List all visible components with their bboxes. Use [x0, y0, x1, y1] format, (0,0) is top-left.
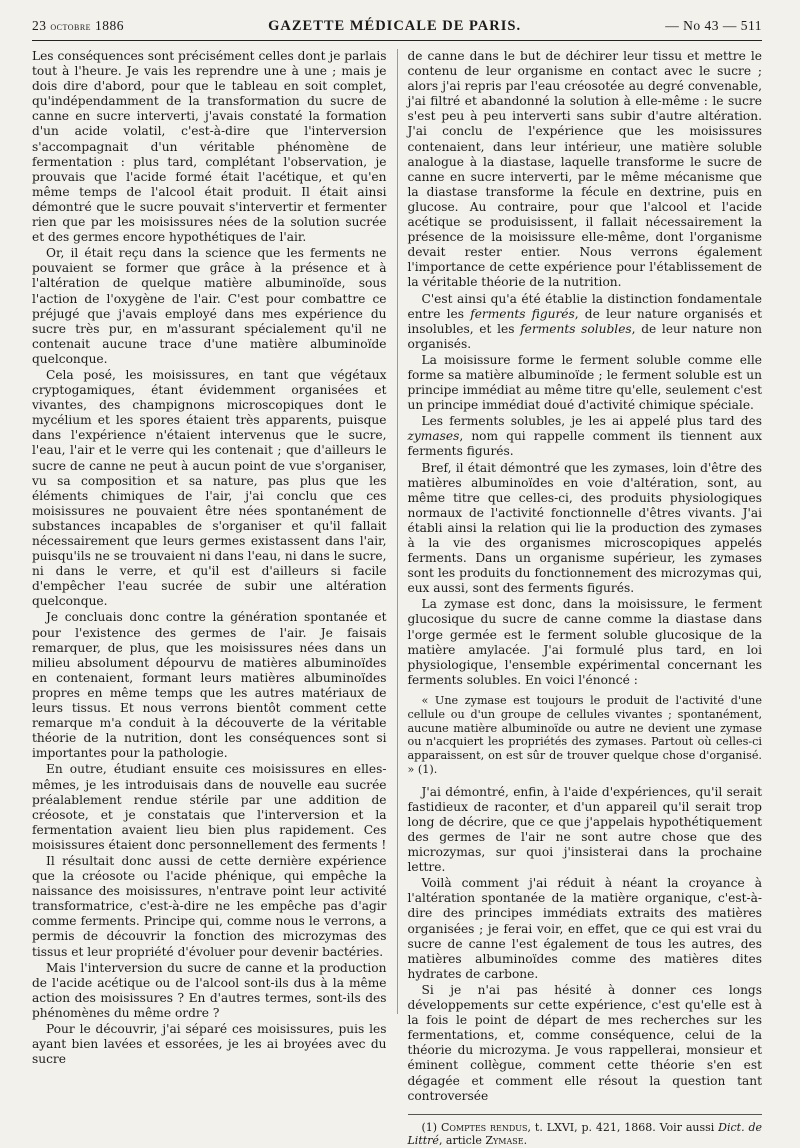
- footnote-divider: [408, 1114, 763, 1115]
- paragraph: de canne dans le but de déchirer leur tissu et mettre le contenu de leur organisme en contact avec le sucre ; alors j'ai repris par l'eau créosotée au degré convenable, j'ai filtré et abandonné la solution à elle-même : le sucre s'est peu à peu interverti sans subir d'autre altération. J'ai conclu de l'expérience que les moisissures contenaient, dans leur intérieur, une matière soluble analogue à la diastase, laquelle transforme le sucre de canne en sucre interverti, par le même mécanisme que la diastase transforme la fécule en dextrine, puis en glucose. Au contraire, pour que l'alcool et l'acide acétique se produisissent, il fallait nécessairement la présence de la moisissure elle-même, dont l'organisme devait rester entier. Nous verrons également l'importance de cette expérience pour l'établissement de la véritable théorie de la nutrition.: [407, 49, 762, 290]
- right-column: [397, 49, 763, 1148]
- paragraph: Pour le découvrir, j'ai séparé ces moisissures, puis les ayant bien lavées et essorées, je les ai broyées avec du sucre: [32, 1022, 387, 1067]
- left-column: [32, 49, 397, 1067]
- paragraph: En outre, étudiant ensuite ces moisissures en elles-mêmes, je les introduisais dans de nouvelle eau sucrée préalablement rendue stérile par une addition de créosote, et je constatais que l'interversion et la fermentation avaient lieu bien plus rapidement. Ces moisissures étaient donc personnellement des ferments !: [32, 762, 387, 852]
- italic-term: ferments figurés: [470, 306, 575, 321]
- text-run: , nom qui rappelle comment ils tiennent aux ferments figurés.: [407, 429, 762, 459]
- text-run: , article: [438, 1134, 486, 1148]
- text-run: , t. LXVI, p. 421, 1868. Voir aussi: [527, 1120, 719, 1134]
- paragraph: Mais l'interversion du sucre de canne et la production de l'acide acétique ou de l'alcool sont-ils dus à la même action des moisissures ? En d'autres termes, sont-ils des phénomènes du même ordre ?: [32, 960, 387, 1020]
- paragraph: La moisissure forme le ferment soluble comme elle forme sa matière albuminoïde ; le ferment soluble est un principe immédiat au même titre qu'elle, seulement c'est un principe immédiat doué d'activité chimique spéciale.: [407, 352, 762, 413]
- paragraph: [408, 292, 763, 352]
- small-caps-run: Zymase: [485, 1134, 524, 1148]
- text-run: C'est ainsi qu'a été établie la distinction fondamentale entre les: [407, 291, 762, 321]
- italic-term: ferments solubles: [520, 321, 632, 336]
- text-run: , de leur nature organisés et insolubles, et les: [407, 306, 762, 336]
- text-run: (1): [421, 1120, 441, 1134]
- paragraph: Si je n'ai pas hésité à donner ces longs développements sur cette expérience, c'est qu'elle est à la fois le point de départ de mes recherches sur les fermentations, et, comme conséquence, celui de la théorie du microzyma. Je vous rappellerai, monsieur et éminent collègue, comment cette théorie s'en est dégagée et comment elle résout la question tant controversée: [407, 982, 762, 1103]
- paragraph: La zymase est donc, dans la moisissure, le ferment glucosique du sucre de canne comme la diastase dans l'orge germée est le ferment soluble glucosique de la matière amylacée. J'ai formulé plus tard, en loi physiologique, l'ensemble expérimental concernant les ferments solubles. En voici l'énoncé :: [407, 597, 762, 687]
- text-run: Les ferments solubles, je les ai appelé plus tard des: [421, 414, 762, 429]
- issue-page-number: — No 43 — 511: [665, 18, 762, 33]
- paragraph: Or, il était reçu dans la science que les ferments ne pouvaient se former que grâce à la présence et à l'altération de quelque matière albuminoïde, sous l'action de l'oxygène de l'air. C'est pour combattre ce préjugé que j'avais employé dans mes expérience du sucre très pur, en m'assurant spécialement qu'il ne contenait aucune trace d'une matière albuminoïde quelconque.: [32, 246, 387, 366]
- text-run: , de leur nature non organisés.: [407, 321, 763, 351]
- text-run: .: [523, 1134, 528, 1148]
- italic-term: zymases: [407, 429, 460, 444]
- paragraph: [408, 414, 763, 459]
- date-year: 1886: [94, 18, 124, 33]
- paragraph: J'ai démontré, enfin, à l'aide d'expériences, qu'il serait fastidieux de raconter, et d'un appareil qu'il serait trop long de décrire, que ce que j'appelais hypothétiquement des germes de l'air ne sont autre chose que des microzymas, sur quoi j'insisterai dans la prochaine lettre.: [407, 784, 762, 875]
- paragraph: Bref, il était démontré que les zymases, loin d'être des matières albuminoïdes en voie d'altération, sont, au même titre que celles-ci, des produits physiologiques normaux de l'activité fonctionnelle d'êtres vivants. J'ai établi ainsi la relation qui lie la production des zymases à la vie des organismes microscopiques appelés ferments. Dans un organisme supérieur, les zymases sont les produits du fonctionnement des microzymas qui, eux aussi, sont des ferments figurés.: [407, 460, 762, 596]
- article-columns: [32, 49, 763, 1148]
- paragraph: Il résultait donc aussi de cette dernière expérience que la créosote ou l'acide phénique, qui empêche la naissance des moisissures, n'entrave point leur activité transformatrice, c'est-à-dire ne les empêche pas d'agir comme ferments. Principe qui, comme nous le verrons, a permis de découvrir la fonction des microzymas des tissus et leur propriété d'évoluer pour devenir bactéries.: [32, 853, 387, 959]
- paragraph: Cela posé, les moisissures, en tant que végétaux cryptogamiques, étant évidemment organisées et vivantes, des champignons microscopiques dont le mycélium et les spores étaient très apparents, puisque dans l'expérience n'étaient intervenus que le sucre, l'eau, l'air et le verre qui les contenait ; que d'ailleurs le sucre de canne ne peut à aucun point de vue s'organiser, vu sa composition et sa nature, pas plus que les éléments chimiques de l'air, j'ai conclu que ces moisissures ne pouvaient être nées spontanément de substances incapables de s'organiser et qu'il fallait nécessairement que leurs germes existassent dans l'air, puisqu'ils ne se trouvaient ni dans l'eau, ni dans le sucre, ni dans le verre, et qu'il est d'ailleurs si facile d'empêcher l'eau sucrée de subir une altération quelconque.: [32, 367, 387, 609]
- paragraph: Je concluais donc contre la génération spontanée et pour l'existence des germes de l'air. Je faisais remarquer, de plus, que les moisissures nées dans un milieu absolument dépourvu de matières albuminoïdes en contenaient, formant leurs matières albuminoïdes propres en même temps que les autres matériaux de leurs tissus. Et nous verrons bientôt comment cette remarque m'a conduit à la découverte de la véritable théorie de la nutrition, dont les conséquences sont si importantes pour la pathologie.: [32, 610, 387, 761]
- date-day: 23: [32, 18, 47, 33]
- header-date: [32, 18, 124, 34]
- date-month: octobre: [50, 19, 92, 33]
- block-quote: « Une zymase est toujours le produit de l'activité d'une cellule ou d'un groupe de cellules vivantes ; spontanément, aucune matière albuminoïde ou autre ne devient une zymase ou n'acquiert les propriétés des zymases. Partout où celles-ci apparaissent, on est sûr de trouver quelque chose d'organisé. » (1).: [407, 693, 762, 776]
- paragraph: Voilà comment j'ai réduit à néant la croyance à l'altération spontanée de la matière organique, c'est-à-dire des principes immédiats extraits des matières organisées ; je ferai voir, en effet, que ce qui est vrai du sucre de canne l'est également de tous les autres, des matières albuminoïdes comme des matières dites hydrates de carbone.: [407, 876, 762, 981]
- small-caps-run: Comptes rendus: [440, 1120, 528, 1134]
- journal-title: GAZETTE MÉDICALE DE PARIS.: [268, 18, 522, 34]
- paragraph: Les conséquences sont précisément celles dont je parlais tout à l'heure. Je vais les reprendre une à une ; mais je dois dire d'abord, pour que le tableau en soit complet, qu'indépendamment de la transformation du sucre de canne en sucre interverti, j'avais constaté la formation d'un acide volatil, c'est-à-dire que l'interversion s'accompagnait d'un véritable phénomène de fermentation : plus tard, complétant l'observation, je prouvais que l'acide formé était l'acétique, et qu'en même temps de l'alcool était produit. Il était ainsi démontré que le sucre pouvait s'intervertir et fermenter rien que par les moisissures nées de la solution sucrée et des germes encore hypothétiques de l'air.: [32, 49, 387, 245]
- footnote: [408, 1121, 763, 1148]
- page-header: [32, 18, 762, 41]
- italic-term: Dict. de Littré: [407, 1120, 762, 1148]
